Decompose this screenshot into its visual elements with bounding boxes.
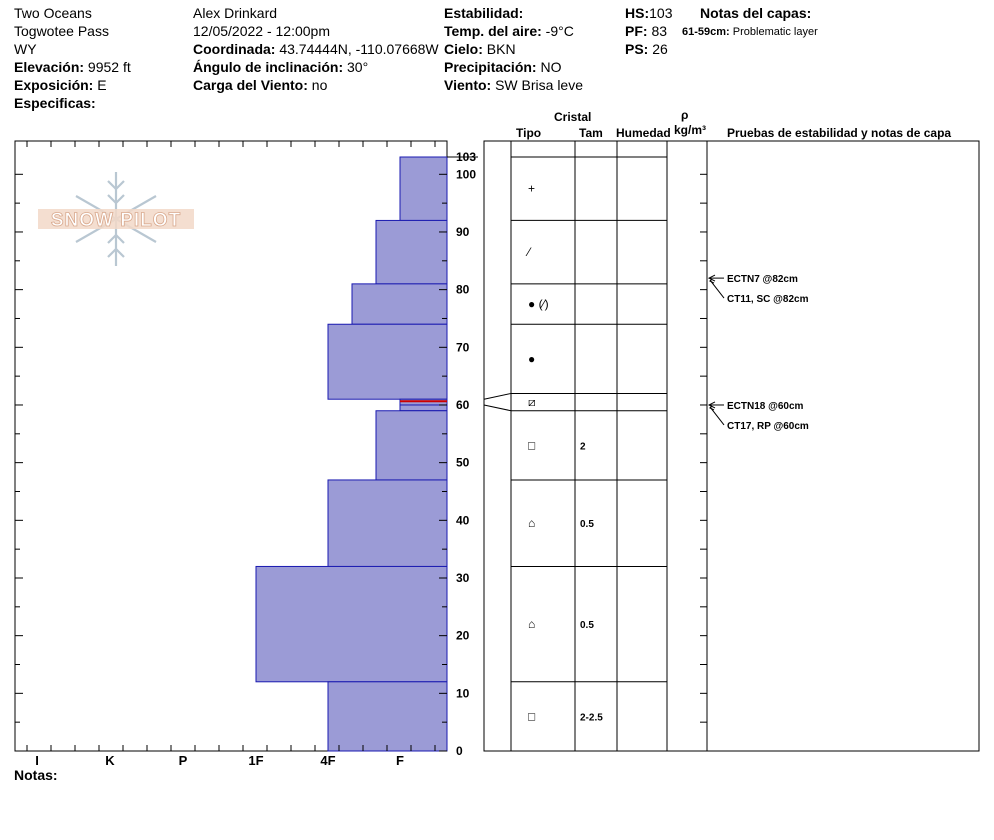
stability-test-label: ECTN18 @60cm <box>727 400 804 412</box>
hardness-tick-label: I <box>35 753 39 768</box>
specifics-label: Especificas: <box>14 95 96 111</box>
grain-type-symbol: ⌂ <box>528 617 536 632</box>
area-name: Togwotee Pass <box>14 23 109 39</box>
wind-load-label: Carga del Viento: <box>193 77 308 93</box>
stability-label: Estabilidad: <box>444 5 524 21</box>
ps-value: 26 <box>652 41 668 57</box>
ps-label: PS: <box>625 41 649 57</box>
humedad-header: Humedad <box>616 126 671 140</box>
hardness-layer-bar <box>328 324 447 399</box>
layer-notes-title: Notas del capas: <box>700 5 812 21</box>
stability-test-label: CT11, SC @82cm <box>727 294 809 306</box>
observer-name: Alex Drinkard <box>193 5 278 21</box>
tests-header: Pruebas de estabilidad y notas de capa <box>727 126 952 140</box>
depth-tick-label: 10 <box>456 686 470 701</box>
pf-label: PF: <box>625 23 648 39</box>
air-temp-value: -9°C <box>545 23 574 39</box>
hardness-layer-bar <box>400 405 447 411</box>
hardness-tick-label: K <box>105 753 115 768</box>
logo-text: SNOW PILOT <box>50 210 182 231</box>
hardness-layer-bar <box>328 682 447 751</box>
hs-label: HS: <box>625 5 650 21</box>
pf-value: 83 <box>651 23 668 39</box>
grain-type-symbol: ⌂ <box>528 516 536 531</box>
hardness-tick-label: 1F <box>248 753 264 768</box>
grain-size-value: 2-2.5 <box>580 712 603 724</box>
hs-value: 103 <box>649 5 673 21</box>
depth-tick-label: 60 <box>456 397 470 412</box>
depth-tick-label: 30 <box>456 570 470 585</box>
wind-label: Viento: <box>444 77 492 93</box>
hardness-tick-label: 4F <box>320 753 336 768</box>
depth-tick-label: 103 <box>456 150 477 164</box>
hardness-layer-bar <box>256 566 447 681</box>
elevation-value: 9952 ft <box>87 59 131 75</box>
density-unit-header: kg/m³ <box>674 123 707 137</box>
elevation-label: Elevación: <box>14 59 85 75</box>
coordinate-label: Coordinada: <box>193 41 276 57</box>
sky-value: BKN <box>486 41 516 57</box>
location-name: Two Oceans <box>14 5 92 21</box>
grain-size-value: 2 <box>580 441 586 453</box>
slope-value: 30° <box>347 59 369 75</box>
depth-tick-label: 20 <box>456 628 470 643</box>
grain-type-symbol: ● <box>528 351 536 366</box>
observation-datetime: 12/05/2022 - 12:00pm <box>193 23 330 39</box>
grain-type-symbol: □ <box>528 709 536 724</box>
state-name: WY <box>14 41 37 57</box>
test-arrow-icon <box>710 279 714 283</box>
grain-table-frame <box>484 141 979 751</box>
rho-header: ρ <box>681 108 689 122</box>
hardness-tick-label: F <box>396 753 404 768</box>
hardness-tick-label: P <box>178 753 188 768</box>
hardness-layer-bar <box>352 284 447 324</box>
coordinate-value: 43.74444N, -110.07668W <box>279 41 439 57</box>
depth-tick-label: 70 <box>456 340 470 355</box>
notes-label: Notas: <box>14 767 58 783</box>
depth-tick-label: 90 <box>456 224 470 239</box>
tam-header: Tam <box>579 126 603 140</box>
grain-type-symbol: □ <box>528 438 536 453</box>
wind-load-value: no <box>311 77 328 93</box>
grain-size-value: 0.5 <box>580 620 594 632</box>
air-temp-label: Temp. del aire: <box>444 23 542 39</box>
test-arrow-icon <box>710 406 714 410</box>
depth-tick-label: 0 <box>456 744 463 758</box>
grain-size-value: 0.5 <box>580 519 594 531</box>
precip-value: NO <box>540 59 562 75</box>
layer-note-range: 61-59cm: <box>682 26 730 38</box>
tipo-header: Tipo <box>516 126 542 140</box>
cristal-header: Cristal <box>554 110 592 124</box>
depth-tick-label: 50 <box>456 455 470 470</box>
test-leader-line <box>710 407 724 425</box>
aspect-label: Exposición: <box>14 77 94 93</box>
stability-test-label: CT17, RP @60cm <box>727 420 809 432</box>
depth-tick-label: 40 <box>456 513 470 528</box>
grain-type-symbol: ⁄ <box>528 245 531 260</box>
depth-tick-label: 100 <box>456 167 477 182</box>
hardness-layer-bar <box>328 480 447 567</box>
stability-test-label: ECTN7 @82cm <box>727 274 798 286</box>
slope-label: Ángulo de inclinación: <box>193 59 344 75</box>
grain-type-symbol: ● (⁄) <box>528 297 549 312</box>
layer-note-text: Problematic layer <box>732 26 818 38</box>
hardness-layer-bar <box>376 220 447 283</box>
wind-value: SW Brisa leve <box>495 77 584 93</box>
hardness-layer-bar <box>400 157 447 220</box>
grain-type-symbol: + <box>528 181 536 196</box>
snowpilot-logo <box>38 172 194 266</box>
aspect-value: E <box>97 77 107 93</box>
sky-label: Cielo: <box>444 41 483 57</box>
test-leader-line <box>710 280 724 298</box>
hardness-layer-bar <box>376 411 447 480</box>
depth-tick-label: 80 <box>456 282 470 297</box>
precip-label: Precipitación: <box>444 59 537 75</box>
grain-type-symbol: ⧄ <box>528 395 536 410</box>
